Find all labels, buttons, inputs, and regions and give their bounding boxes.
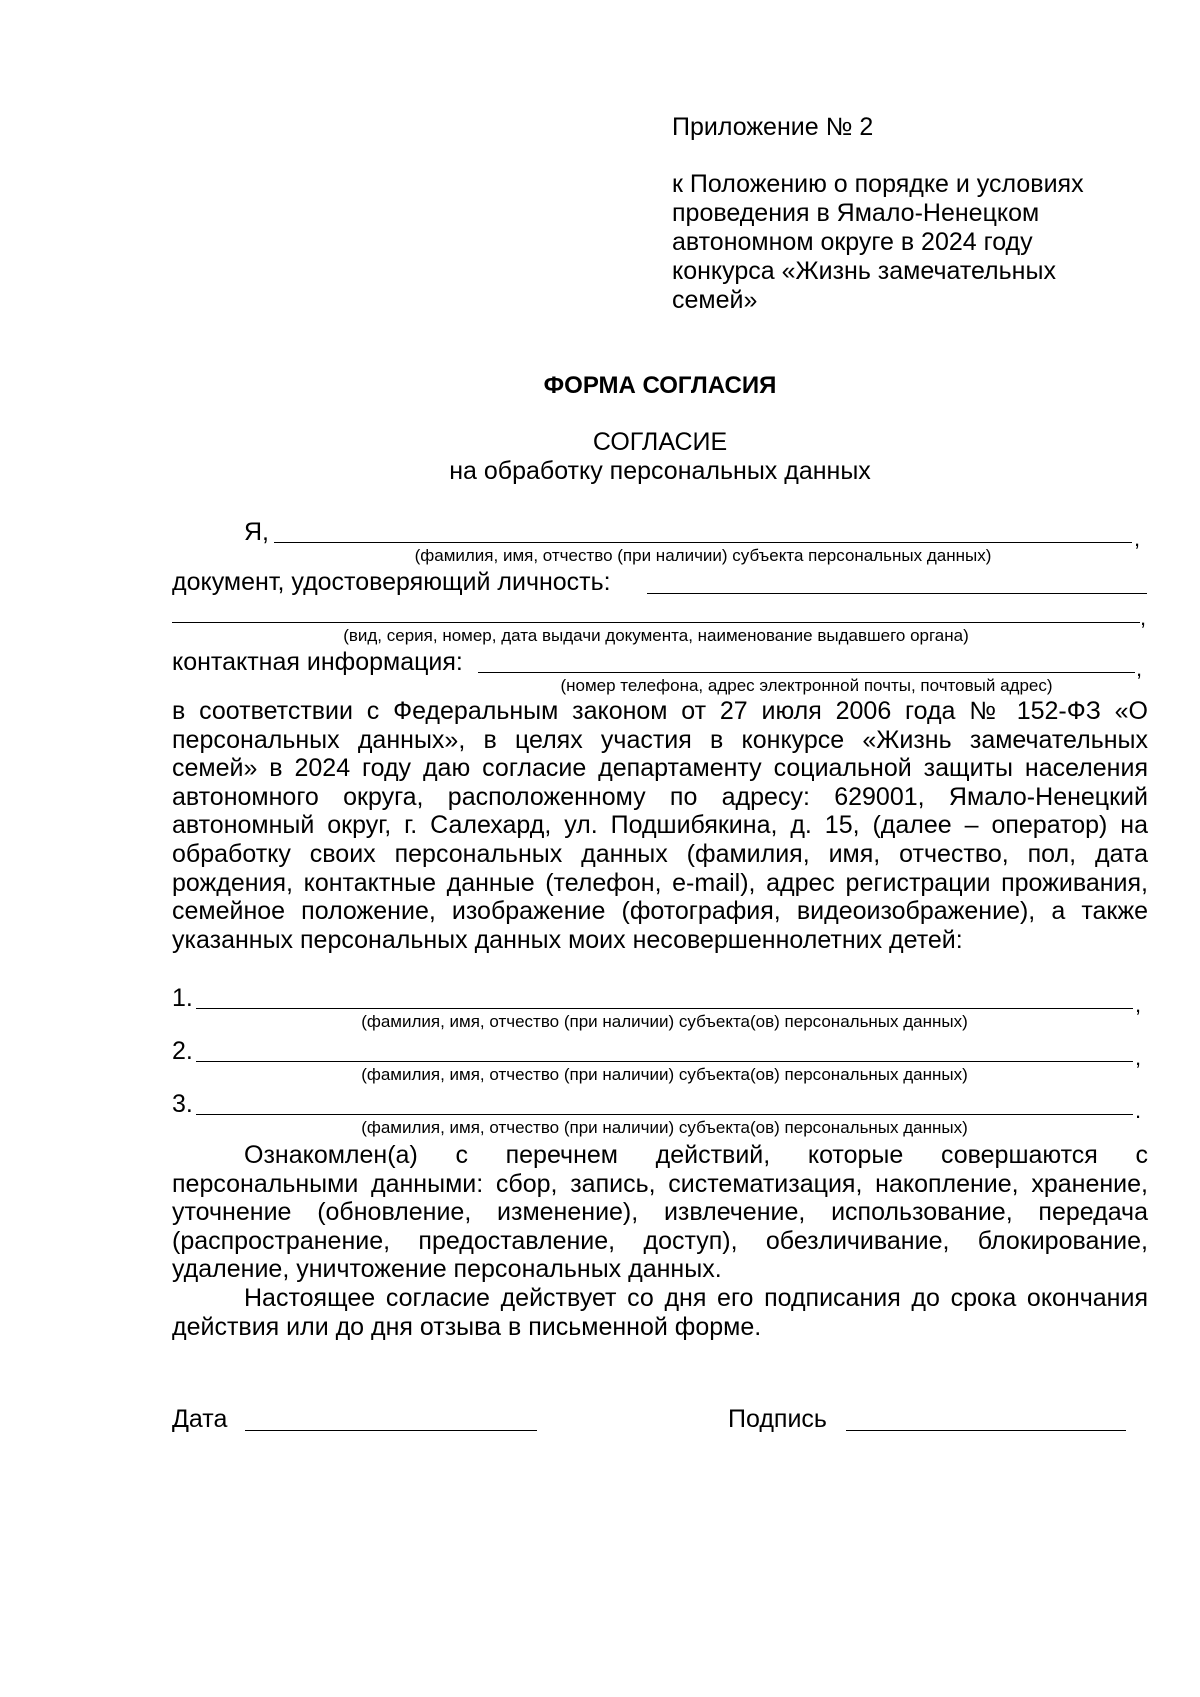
child-1-comma: ,	[1135, 992, 1142, 1017]
document-label: документ, удостоверяющий личность:	[172, 568, 611, 596]
contact-comma: ,	[1136, 656, 1143, 681]
signature-input-line[interactable]	[846, 1430, 1126, 1431]
validity-paragraph: Настоящее согласие действует со дня его подписания до срока окончания действия или до дня отзыва в письменной форме.	[172, 1284, 1148, 1341]
contact-hint: (номер телефона, адрес электронной почты, почтовый адрес)	[560, 676, 1053, 695]
consent-paragraph: в соответствии с Федеральным законом от 27 июля 2006 года № 152-ФЗ «О персональных данных», в целях участия в конкурсе «Жизнь замечательных семей» в 2024 году даю согласие департаменту социальной защиты населения автономного округа, расположенному по адресу: 629001, Ямало-Ненецкий автономный округ, г. Салехард, ул. Подшибякина, д. 15, (далее – оператор) на обработку своих персональных данных (фамилия, имя, отчество, пол, дата рождения, контактные данные (телефон, e-mail), адрес регистрации проживания, семейное положение, изображение (фотография, видеоизображение), а также указанных персональных данных моих несовершеннолетних детей:	[172, 697, 1148, 954]
date-label: Дата	[172, 1405, 228, 1433]
child-3-number: 3.	[172, 1090, 193, 1118]
name-label: Я,	[244, 518, 269, 546]
child-1-hint: (фамилия, имя, отчество (при наличии) субъекта(ов) персональных данных)	[361, 1012, 968, 1031]
name-comma: ,	[1134, 526, 1141, 551]
appendix-reference: к Положению о порядке и условиях проведения в Ямало-Ненецком автономном округе в 2024 году конкурса «Жизнь замечательных семей»	[672, 170, 1084, 314]
contact-label: контактная информация:	[172, 648, 463, 676]
form-title: ФОРМА СОГЛАСИЯ	[543, 372, 777, 399]
date-input-line[interactable]	[245, 1430, 537, 1431]
child-1-input-line[interactable]	[196, 1008, 1133, 1009]
child-1-number: 1.	[172, 984, 193, 1012]
name-input-line[interactable]	[274, 542, 1132, 543]
child-2-input-line[interactable]	[196, 1061, 1133, 1062]
acknowledgement-paragraph: Ознакомлен(а) с перечнем действий, которые совершаются с персональными данными: сбор, запись, систематизация, накопление, хранение, уточнение (обновление, изменение), извлечение, использование, передача (распространение, предоставление, доступ), обезличивание, блокирование, удаление, уничтожение персональных данных.	[172, 1141, 1148, 1284]
child-2-hint: (фамилия, имя, отчество (при наличии) субъекта(ов) персональных данных)	[361, 1065, 968, 1084]
document-hint: (вид, серия, номер, дата выдачи документа, наименование выдавшего органа)	[343, 626, 969, 645]
consent-subtitle: на обработку персональных данных	[449, 457, 871, 485]
child-3-hint: (фамилия, имя, отчество (при наличии) субъекта(ов) персональных данных)	[361, 1118, 968, 1137]
appendix-number: Приложение № 2	[672, 113, 874, 141]
child-2-number: 2.	[172, 1037, 193, 1065]
consent-title: СОГЛАСИЕ	[592, 428, 728, 456]
document-input-line-2[interactable]	[172, 622, 1140, 623]
appendix-block	[672, 113, 1142, 315]
child-3-period: .	[1135, 1098, 1142, 1123]
child-2-comma: ,	[1135, 1045, 1142, 1070]
contact-input-line[interactable]	[478, 672, 1135, 673]
name-hint: (фамилия, имя, отчество (при наличии) субъекта персональных данных)	[414, 546, 992, 565]
document-comma: ,	[1140, 605, 1147, 630]
child-3-input-line[interactable]	[196, 1114, 1133, 1115]
document-input-line[interactable]	[647, 593, 1147, 594]
signature-label: Подпись	[728, 1405, 827, 1433]
